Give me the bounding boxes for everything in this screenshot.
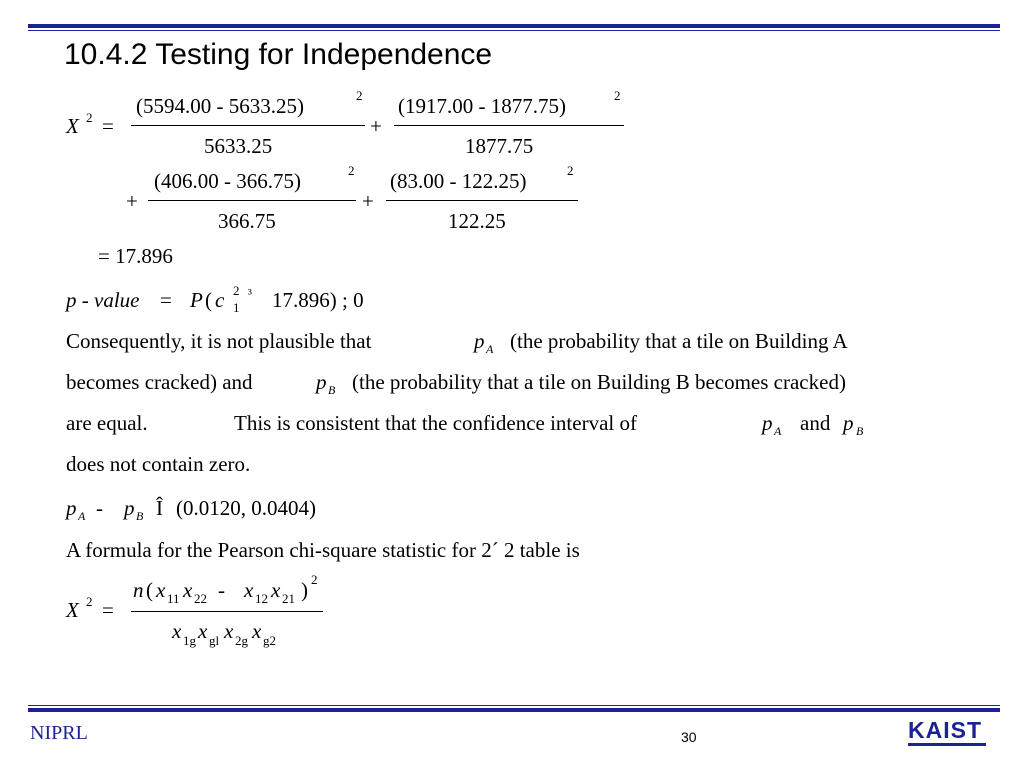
term1-numerator: (5594.00 - 5633.25) — [136, 94, 304, 118]
line1-pA-sub: A — [486, 342, 494, 356]
eq2-x12-sub: 12 — [255, 591, 268, 606]
eq2-x11-sub: 11 — [167, 591, 180, 606]
p-value-chi-sub: 1 — [233, 300, 240, 315]
term2-fraction-bar — [394, 125, 624, 126]
term2-denominator: 1877.75 — [465, 134, 534, 158]
line2-pB-p: p — [316, 370, 327, 394]
bottom-rule-thick — [28, 708, 1000, 712]
term2-square: 2 — [614, 88, 621, 103]
p-value-equals: = — [160, 288, 172, 312]
ci-interval: (0.0120, 0.0404) — [176, 496, 316, 520]
eq1-result: = 17.896 — [98, 244, 173, 268]
eq2-minus: - — [218, 578, 225, 602]
eq2-x22-sub: 22 — [194, 591, 207, 606]
line3-pB-sub: B — [856, 424, 864, 438]
eq2-x22: x — [183, 578, 193, 602]
eq1-lhs: X — [66, 114, 79, 138]
term1-fraction-bar — [131, 125, 365, 126]
eq2-close: ) — [301, 578, 308, 602]
ci-pA-p: p — [66, 496, 77, 520]
ci-pB-sub: B — [136, 509, 144, 523]
eq2-lhs: X — [66, 598, 79, 622]
eq2-x11: x — [156, 578, 166, 602]
line3-pA-p: p — [762, 411, 773, 435]
top-rule-thick — [28, 24, 1000, 28]
term4-numerator: (83.00 - 122.25) — [390, 169, 527, 193]
p-value-label: p - value — [66, 288, 140, 312]
ci-element-of: Î — [156, 496, 163, 520]
eq1-equals: = — [102, 114, 114, 138]
eq2-d2-x: x — [198, 619, 208, 643]
line3-text-a: are equal. — [66, 411, 148, 435]
line4-text: does not contain zero. — [66, 452, 251, 476]
term3-denominator: 366.75 — [218, 209, 276, 233]
eq1-plus-3: + — [362, 189, 374, 213]
page-number: 30 — [681, 729, 697, 745]
eq2-num-sup: 2 — [311, 572, 318, 587]
term4-square: 2 — [567, 163, 574, 178]
eq2-d1-sub: 1g — [183, 633, 196, 648]
eq2-d4-sub: g2 — [263, 633, 276, 648]
ci-pB-p: p — [124, 496, 135, 520]
eq2-d2-sub: gl — [209, 633, 220, 648]
eq2-x21-sub: 21 — [282, 591, 295, 606]
eq1-lhs-sup: 2 — [86, 110, 93, 125]
line2-pB-sub: B — [328, 383, 336, 397]
footer-niprl: NIPRL — [30, 722, 88, 744]
eq2-d3-sub: 2g — [235, 633, 248, 648]
line1-text-b: (the probability that a tile on Building A — [510, 329, 848, 353]
p-value-open: ( — [205, 288, 212, 312]
eq2-d4-x: x — [252, 619, 262, 643]
term1-denominator: 5633.25 — [204, 134, 273, 158]
eq2-equals: = — [102, 598, 114, 622]
eq2-lhs-sup: 2 — [86, 594, 93, 609]
ci-pA-sub: A — [78, 509, 86, 523]
eq2-fraction-bar — [131, 611, 323, 612]
p-value-P: P — [190, 288, 203, 312]
kaist-logo-bar — [908, 743, 986, 746]
line3-pB-p: p — [843, 411, 854, 435]
term3-square: 2 — [348, 163, 355, 178]
term3-numerator: (406.00 - 366.75) — [154, 169, 301, 193]
term4-denominator: 122.25 — [448, 209, 506, 233]
eq2-x12: x — [244, 578, 254, 602]
top-rule-thin — [28, 30, 1000, 31]
eq2-x21: x — [271, 578, 281, 602]
line3-and: and — [800, 411, 831, 435]
eq2-d3-x: x — [224, 619, 234, 643]
line5-text: A formula for the Pearson chi-square statistic for 2´ 2 table is — [66, 538, 580, 562]
slide-title: 10.4.2 Testing for Independence — [64, 38, 493, 71]
line3-text-b: This is consistent that the confidence interval of — [234, 411, 637, 435]
term2-numerator: (1917.00 - 1877.75) — [398, 94, 566, 118]
p-value-chi-sup: 2 — [233, 283, 240, 298]
eq1-plus-2: + — [126, 189, 138, 213]
kaist-logo: KAIST — [908, 717, 982, 743]
line1-text-a: Consequently, it is not plausible that — [66, 329, 372, 353]
eq1-plus-1: + — [370, 114, 382, 138]
ci-minus: - — [96, 496, 103, 520]
line2-text-a: becomes cracked) and — [66, 370, 253, 394]
line3-pA-sub: A — [774, 424, 782, 438]
p-value-geq: ³ — [248, 286, 252, 301]
eq2-open: ( — [146, 578, 153, 602]
line1-pA-p: p — [474, 329, 485, 353]
term3-fraction-bar — [148, 200, 356, 201]
bottom-rule-thin — [28, 705, 1000, 706]
p-value-rest: 17.896) ; 0 — [272, 288, 364, 312]
term1-square: 2 — [356, 88, 363, 103]
line2-text-b: (the probability that a tile on Building B becomes cracked) — [352, 370, 846, 394]
p-value-chi: c — [215, 288, 225, 312]
term4-fraction-bar — [386, 200, 578, 201]
eq2-d1-x: x — [172, 619, 182, 643]
eq2-n: n — [133, 578, 144, 602]
